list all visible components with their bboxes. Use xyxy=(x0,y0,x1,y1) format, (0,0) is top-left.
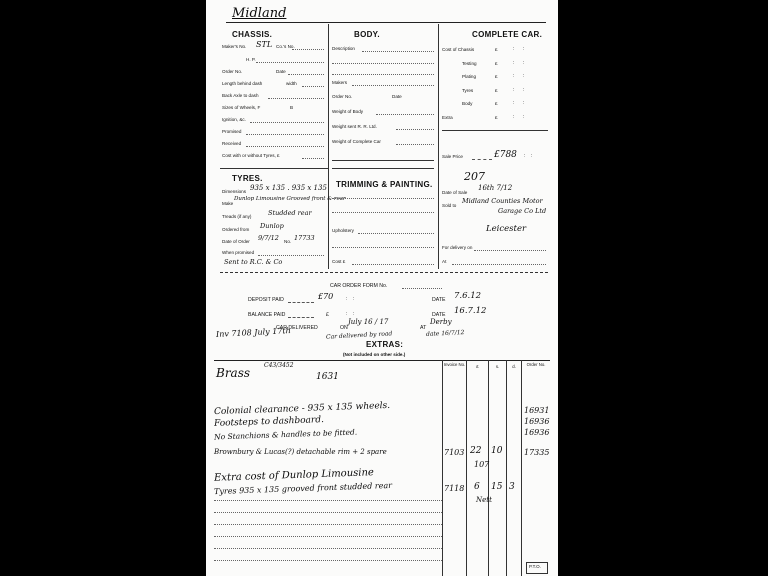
delivered-on-value: July 16 / 17 xyxy=(348,318,389,326)
chassis-title: CHASSIS. xyxy=(232,30,273,39)
cost-tyres-label: Cost with or without Tyres, £ xyxy=(222,153,280,158)
dimensions-value: 935 x 135 . 935 x 135 xyxy=(250,184,327,192)
upholstery-label: Upholstery xyxy=(332,228,354,233)
at-label: At xyxy=(442,259,447,264)
received-label: Received xyxy=(222,141,242,146)
rule xyxy=(332,160,434,161)
pto-text: P.T.O. xyxy=(529,564,541,569)
testing-label: Testing xyxy=(462,61,477,66)
date-of-order-value: 9/7/12 xyxy=(258,234,279,242)
extras-title: EXTRAS: xyxy=(366,340,404,349)
tyres-title: TYRES. xyxy=(232,174,263,183)
pound-sign: £ xyxy=(495,101,498,106)
hp-label: H. P. xyxy=(246,57,256,62)
sold-to-line: Midland Counties Motor xyxy=(462,197,543,205)
divider xyxy=(506,360,507,576)
body-title: BODY. xyxy=(354,30,380,39)
extra-entry-shillings: 10 xyxy=(491,446,503,456)
date-of-sale-value: 16th 7/12 xyxy=(478,184,513,192)
balance-date-label: DATE xyxy=(432,312,446,318)
body-cost-label: Body xyxy=(462,101,473,106)
rule xyxy=(332,168,434,169)
record-card: Midland CHASSIS. Maker's No. STL Co.'s No. H. P. Order No. Date Length behind dash width Back Axle to dash Sizes of Wheels, F B Ignition, &c. Promised Received Cost with or without Tyres, £ BODY. Description Makers Order No. Date Weight of Body Weight sent R. R. Ltd. Weight of Complete Car COMPLETE CAR. Cost of Chassis Testing Plating Tyres Body Extra £ £ £ £ £ £ : : : : : : : : : : : : Sale Price £788 : : 207 Date of Sale 16th 7/12 Sold to Midland Counties Motor Garage Co Ltd Leicester For delivery on At TYRES. Dimensions 935 x 135 . 935 x 135 Make Dunlop Limousine Grooved front & rear Treads (if any) Studded rear Ordered from Dunlop Date of Order 9/7/12 No. 17733 When promised Sent to R.C. & Co TRIMMING & PAINTING. Upholstery Cost £ CAR ORDER FORM No. DEPOSIT PAID £70 : : DATE 7.6.12 BALANCE PAID £ : : DATE 16.7.12 CAR DELIVERED ON AT July 16 / 17 Derby Inv 7108 July 17th Car delivered by road date 16/7/12 EXTRAS: (Not included on other side.) Invoice No. £ s. d. Order No. Brass C43/3452 1631 Colonial clearance - 935 x 135 wheels. Footsteps to dashboard. No Stanchions & handles to be fitted. 16931 16936 16936 Brownbury & Lucas(?) detachable rim + 2 spare 7103 22 10 17335 Extra cost of Dunlop Limousine 107 Tyres 935 x 135 grooved front studded rear 7118 6 15 3 Nett P.T.O. xyxy=(206,0,558,576)
extra-entry-ref: C43/3452 xyxy=(264,362,294,369)
extra-entry-order: 16936 xyxy=(524,417,550,426)
col-pounds-header: £ xyxy=(476,364,479,369)
tyre-order-no-value: 17733 xyxy=(294,234,315,242)
wheel-sizes-label: Sizes of Wheels, F xyxy=(222,105,261,110)
delivered-label: CAR DELIVERED xyxy=(276,325,318,331)
pound-sign: £ xyxy=(495,115,498,120)
make-label: Make xyxy=(222,201,234,206)
rule xyxy=(214,360,550,361)
divider xyxy=(521,360,522,576)
extra-entry-invoice: 7118 xyxy=(444,484,465,493)
balance-label: BALANCE PAID xyxy=(248,312,286,318)
extra-entry-sub: Nett xyxy=(476,496,492,504)
weight-body-label: Weight of Body xyxy=(332,109,364,114)
delivered-at-label: AT xyxy=(420,325,427,331)
extra-entry-text: Brownbury & Lucas(?) detachable rim + 2 spare xyxy=(214,448,387,456)
dimensions-label: Dimensions xyxy=(222,189,246,194)
sold-to-line: Leicester xyxy=(486,224,527,234)
balance-date-value: 16.7.12 xyxy=(454,306,487,316)
cos-no-label: Co.'s No. xyxy=(276,44,295,49)
delivered-note: Car delivered by road xyxy=(325,330,393,341)
date-of-sale-label: Date of Sale xyxy=(442,190,468,195)
make-value: Dunlop Limousine Grooved front & rear xyxy=(234,196,346,202)
extra-entry-text: Tyres 935 x 135 grooved front studded rear xyxy=(213,480,393,497)
rule xyxy=(220,168,328,169)
extra-entry-order: 17335 xyxy=(524,448,550,457)
body-makers-label: Makers xyxy=(332,80,348,85)
ignition-label: Ignition, &c. xyxy=(222,117,247,122)
rule xyxy=(442,130,548,131)
promised-label: Promised xyxy=(222,129,242,134)
treads-value: Studded rear xyxy=(268,209,312,217)
tyre-order-no-label: No. xyxy=(284,239,292,244)
width-label: width xyxy=(286,81,297,86)
extra-entry-sub: 107 xyxy=(474,460,490,469)
body-date-label: Date xyxy=(392,94,402,99)
ordered-from-value: Dunlop xyxy=(260,222,284,230)
trim-cost-label: Cost £ xyxy=(332,259,346,264)
extra-entry-invoice: 7103 xyxy=(444,448,465,457)
deposit-value: £70 xyxy=(318,292,334,301)
pound-sign: £ xyxy=(495,74,498,79)
divider xyxy=(438,24,439,269)
col-invoice-header: Invoice No. xyxy=(443,362,466,367)
cost-chassis-label: Cost of Chassis xyxy=(442,47,475,52)
extra-entry-text: Colonial clearance - 935 x 135 wheels. xyxy=(213,400,391,418)
extra-entry-order: 16936 xyxy=(524,428,550,437)
col-order-header: Order No. xyxy=(526,362,546,367)
header-rule xyxy=(226,22,546,23)
delivered-extra-note: date 16/7/12 xyxy=(425,328,465,339)
extra-entry-pounds: 6 xyxy=(474,482,480,492)
invoice-note: Inv 7108 July 17th xyxy=(215,326,291,339)
back-axle-label: Back Axle to dash xyxy=(222,93,259,98)
deposit-date-label: DATE xyxy=(432,297,446,303)
balance-currency: £ xyxy=(326,312,329,318)
extra-entry-text: Extra cost of Dunlop Limousine xyxy=(213,467,375,484)
plating-label: Plating xyxy=(462,74,477,79)
sold-to-label: Sold to xyxy=(442,203,457,208)
divider xyxy=(466,360,467,576)
order-no-label: Order No. xyxy=(222,69,243,74)
date-of-order-label: Date of Order xyxy=(222,239,250,244)
sale-price-label: Sale Price xyxy=(442,154,463,159)
treads-label: Treads (if any) xyxy=(222,214,252,219)
extra-entry-ref2: 1631 xyxy=(316,372,339,382)
sale-price-value: £788 xyxy=(494,150,517,160)
extra-entry-pounds: 22 xyxy=(470,446,482,456)
description-label: Description xyxy=(332,46,355,51)
delivered-on-label: ON xyxy=(340,325,348,331)
extra-entry-shillings: 15 xyxy=(491,482,503,492)
extra-entry-order: 16931 xyxy=(524,406,550,415)
order-form-title: CAR ORDER FORM No. xyxy=(330,283,388,289)
extra-cost-label: Extra xyxy=(442,115,453,120)
extra-entry-text: Brass xyxy=(216,366,251,380)
body-order-no-label: Order No. xyxy=(332,94,353,99)
col-pence-header: d. xyxy=(512,364,516,369)
deposit-label: DEPOSIT PAID xyxy=(248,297,284,303)
pound-sign: £ xyxy=(495,47,498,52)
deposit-date-value: 7.6.12 xyxy=(454,291,482,301)
company-name: Midland xyxy=(232,6,287,21)
divider xyxy=(328,24,329,269)
makers-no-value: STL xyxy=(256,40,273,49)
extra-entry-text: No Stanchions & handles to be fitted. xyxy=(213,427,358,442)
makers-no-label: Maker's No. xyxy=(222,44,247,49)
extra-entry-text: Footsteps to dashboard. xyxy=(213,415,325,429)
extras-subtitle: (Not included on other side.) xyxy=(343,352,406,357)
weight-sent-label: Weight sent R. R. Ltd. xyxy=(332,124,377,129)
divider xyxy=(442,360,443,576)
pound-sign: £ xyxy=(495,61,498,66)
pound-sign: £ xyxy=(495,88,498,93)
wheel-b-label: B xyxy=(290,105,294,110)
complete-car-title: COMPLETE CAR. xyxy=(472,30,543,39)
delivery-label: For delivery on xyxy=(442,245,473,250)
col-shillings-header: s. xyxy=(495,364,500,369)
weight-complete-label: Weight of Complete Car xyxy=(332,139,381,144)
figure-207: 207 xyxy=(464,170,485,183)
length-label: Length behind dash xyxy=(222,81,263,86)
extra-entry-pence: 3 xyxy=(509,482,515,492)
when-promised-label: When promised xyxy=(222,250,255,255)
trimming-title: TRIMMING & PAINTING. xyxy=(336,180,433,189)
tyres-cost-label: Tyres xyxy=(462,88,474,93)
sent-to-note: Sent to R.C. & Co xyxy=(224,258,283,266)
delivered-at-value: Derby xyxy=(430,318,452,326)
ordered-from-label: Ordered from xyxy=(222,227,250,232)
sold-to-line: Garage Co Ltd xyxy=(498,207,547,215)
order-date-label: Date xyxy=(276,69,286,74)
